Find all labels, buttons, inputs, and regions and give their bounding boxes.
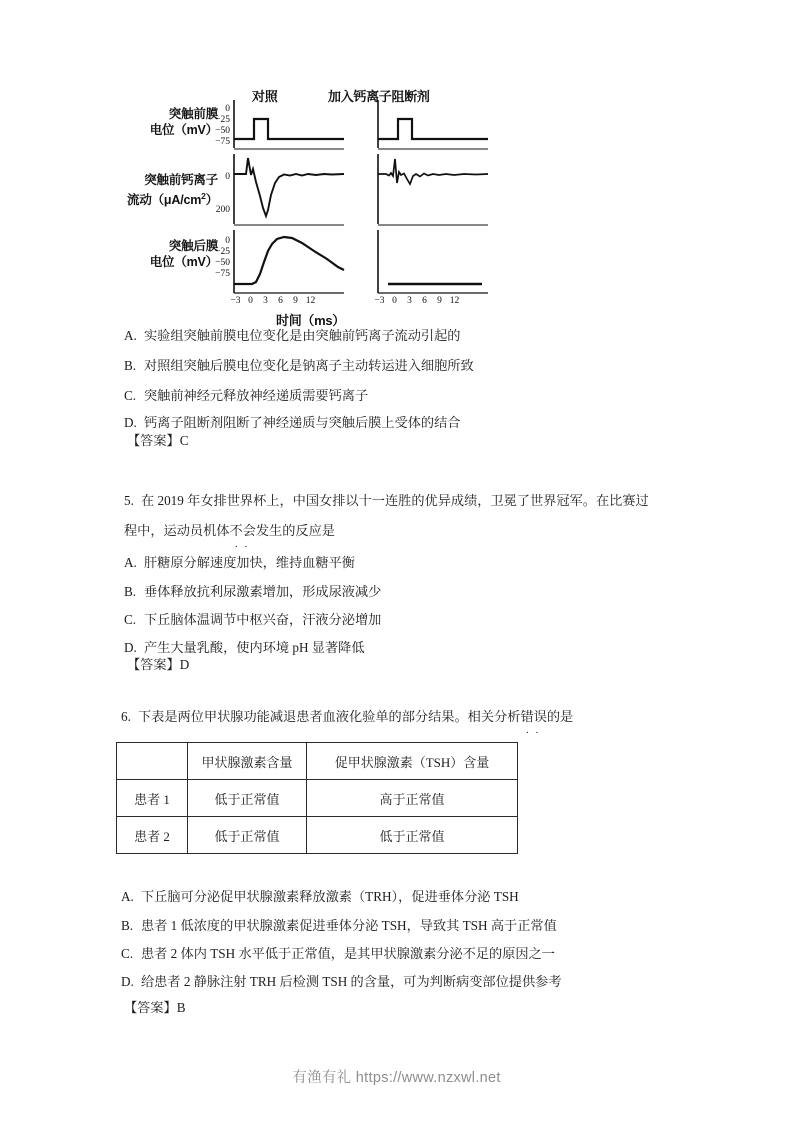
q5-option-a-mark: A. — [124, 555, 137, 570]
q5-option-a-text: 肝糖原分解速度加快，维持血糖平衡 — [144, 555, 355, 570]
q5-answer-label: 【答案】 — [127, 657, 180, 672]
table-cell-patient2-tsh: 低于正常值 — [307, 817, 518, 854]
figure-row1-label-line2: 电位（mV） — [149, 123, 218, 137]
figure-traces — [232, 96, 492, 311]
q4-option-b — [124, 356, 474, 376]
q5-answer-value: D — [179, 657, 190, 672]
figure-row3-label-line2: 电位（mV） — [149, 255, 218, 269]
table-cell-patient1-tsh: 高于正常值 — [307, 780, 518, 817]
table-header-row — [117, 743, 518, 780]
q6-option-d-mark: D. — [121, 974, 134, 989]
figure-row1-label-line1: 突触前膜 — [168, 107, 218, 121]
q6-option-a — [121, 887, 519, 907]
q5-option-d-text: 产生大量乳酸，使内环境 pH 显著降低 — [144, 640, 365, 655]
q6-option-a-mark: A. — [121, 889, 134, 904]
q6-option-a-text: 下丘脑可分泌促甲状腺激素释放激素（TRH），促进垂体分泌 TSH — [141, 889, 519, 904]
q5-stem-line1 — [124, 491, 649, 511]
q4-option-c — [124, 386, 368, 406]
q6-option-b-mark: B. — [121, 918, 134, 933]
table-cell-patient2-name: 患者 2 — [117, 817, 188, 854]
q4-answer-label: 【答案】 — [127, 433, 180, 448]
q5-stem-line2-post: 发生的反应是 — [255, 523, 335, 538]
q6-option-c — [121, 944, 555, 964]
q6-option-b-text: 患者 1 低浓度的甲状腺激素促进垂体分泌 TSH，导致其 TSH 高于正常值 — [141, 918, 557, 933]
table-header-tsh: 促甲状腺激素（TSH）含量 — [307, 743, 518, 780]
q6-stem-post: 的是 — [546, 709, 574, 724]
figure-panel-title-control: 对照 — [252, 89, 278, 104]
figure-row2-label-line1: 突触前钙离子 — [144, 173, 218, 187]
q5-option-c-text: 下丘脑体温调节中枢兴奋，汗液分泌增加 — [144, 612, 382, 627]
q4-answer — [127, 431, 189, 451]
q4-option-d-text: 钙离子阻断剂阻断了神经递质与突触后膜上受体的结合 — [144, 415, 461, 430]
q5-option-b — [124, 582, 381, 602]
figure-xticks-blocker: −3 0 3 6 9 12 — [374, 296, 460, 306]
q4-option-d — [124, 413, 461, 433]
table-row — [117, 817, 518, 854]
q5-stem-line1-text: 在 2019 年女排世界杯上，中国女排以十一连胜的优异成绩，卫冕了世界冠军。在比赛过 — [141, 493, 649, 508]
figure-row1-yticks: 0 −25 −50 −75 — [215, 104, 230, 147]
q5-number: 5. — [124, 493, 134, 508]
q4-option-c-text: 突触前神经元释放神经递质需要钙离子 — [144, 388, 369, 403]
q5-answer — [127, 655, 189, 675]
q5-option-b-mark: B. — [124, 584, 137, 599]
q6-option-c-mark: C. — [121, 946, 134, 961]
q6-option-d — [121, 972, 562, 992]
q6-option-c-text: 患者 2 体内 TSH 水平低于正常值，是其甲状腺激素分泌不足的原因之一 — [141, 946, 555, 961]
table-header-blank — [117, 743, 188, 780]
figure-row3-yticks: 0 −25 −50 −75 — [215, 236, 230, 279]
q6-number: 6. — [121, 709, 131, 724]
table-cell-patient2-thyroid: 低于正常值 — [188, 817, 307, 854]
q5-option-c — [124, 610, 381, 630]
q6-answer-label: 【答案】 — [124, 1000, 177, 1015]
q6-stem-pre: 下表是两位甲状腺功能减退患者血液化验单的部分结果。相关分析 — [138, 709, 521, 724]
table-header-thyroid-hormone: 甲状腺激素含量 — [188, 743, 307, 780]
q4-option-b-mark: B. — [124, 358, 137, 373]
q6-stem — [121, 707, 573, 727]
q6-answer-value: B — [176, 1000, 186, 1015]
q6-option-d-text: 给患者 2 静脉注射 TRH 后检测 TSH 的含量，可为判断病变部位提供参考 — [141, 974, 562, 989]
q5-option-a — [124, 553, 355, 573]
q6-option-b — [121, 916, 557, 936]
q4-answer-value: C — [179, 433, 189, 448]
figure-xticks-control: −3 0 3 6 9 12 — [230, 296, 316, 306]
synapse-experiment-figure — [118, 88, 598, 328]
q4-option-a-text: 实验组突触前膜电位变化是由突触前钙离子流动引起的 — [144, 328, 461, 343]
q6-stem-emphasis: 错误 ·· — [520, 707, 546, 727]
figure-x-axis-label: 时间（ms） — [276, 313, 345, 328]
table-cell-patient1-thyroid: 低于正常值 — [188, 780, 307, 817]
q4-option-a-mark: A. — [124, 328, 137, 343]
q4-option-b-text: 对照组突触后膜电位变化是钠离子主动转运进入细胞所致 — [144, 358, 474, 373]
q5-stem-line2 — [124, 521, 335, 541]
figure-row3-label-line1: 突触后膜 — [168, 239, 218, 253]
q4-option-d-mark: D. — [124, 415, 137, 430]
site-watermark: 有渔有礼 https://www.nzxwl.net — [292, 1070, 501, 1086]
q4-option-c-mark: C. — [124, 388, 137, 403]
q5-option-d-mark: D. — [124, 640, 137, 655]
q4-option-a — [124, 326, 461, 346]
q5-stem-emphasis: 不会 ·· — [230, 521, 256, 541]
figure-row2-yticks: 0 200 — [215, 172, 230, 215]
q5-stem-line2-pre: 程中，运动员机体 — [124, 523, 230, 538]
figure-row2-label-line2: 流动$(\mu A/cm^2)$ — [127, 191, 218, 208]
table-cell-patient1-name: 患者 1 — [117, 780, 188, 817]
figure-panel-title-blocker: 加入钙离子阻断剂 — [328, 89, 430, 104]
q5-option-b-text: 垂体释放抗利尿激素增加，形成尿液减少 — [144, 584, 382, 599]
thyroid-results-table — [116, 742, 518, 854]
q5-option-c-mark: C. — [124, 612, 137, 627]
q6-answer — [124, 998, 186, 1018]
table-row — [117, 780, 518, 817]
